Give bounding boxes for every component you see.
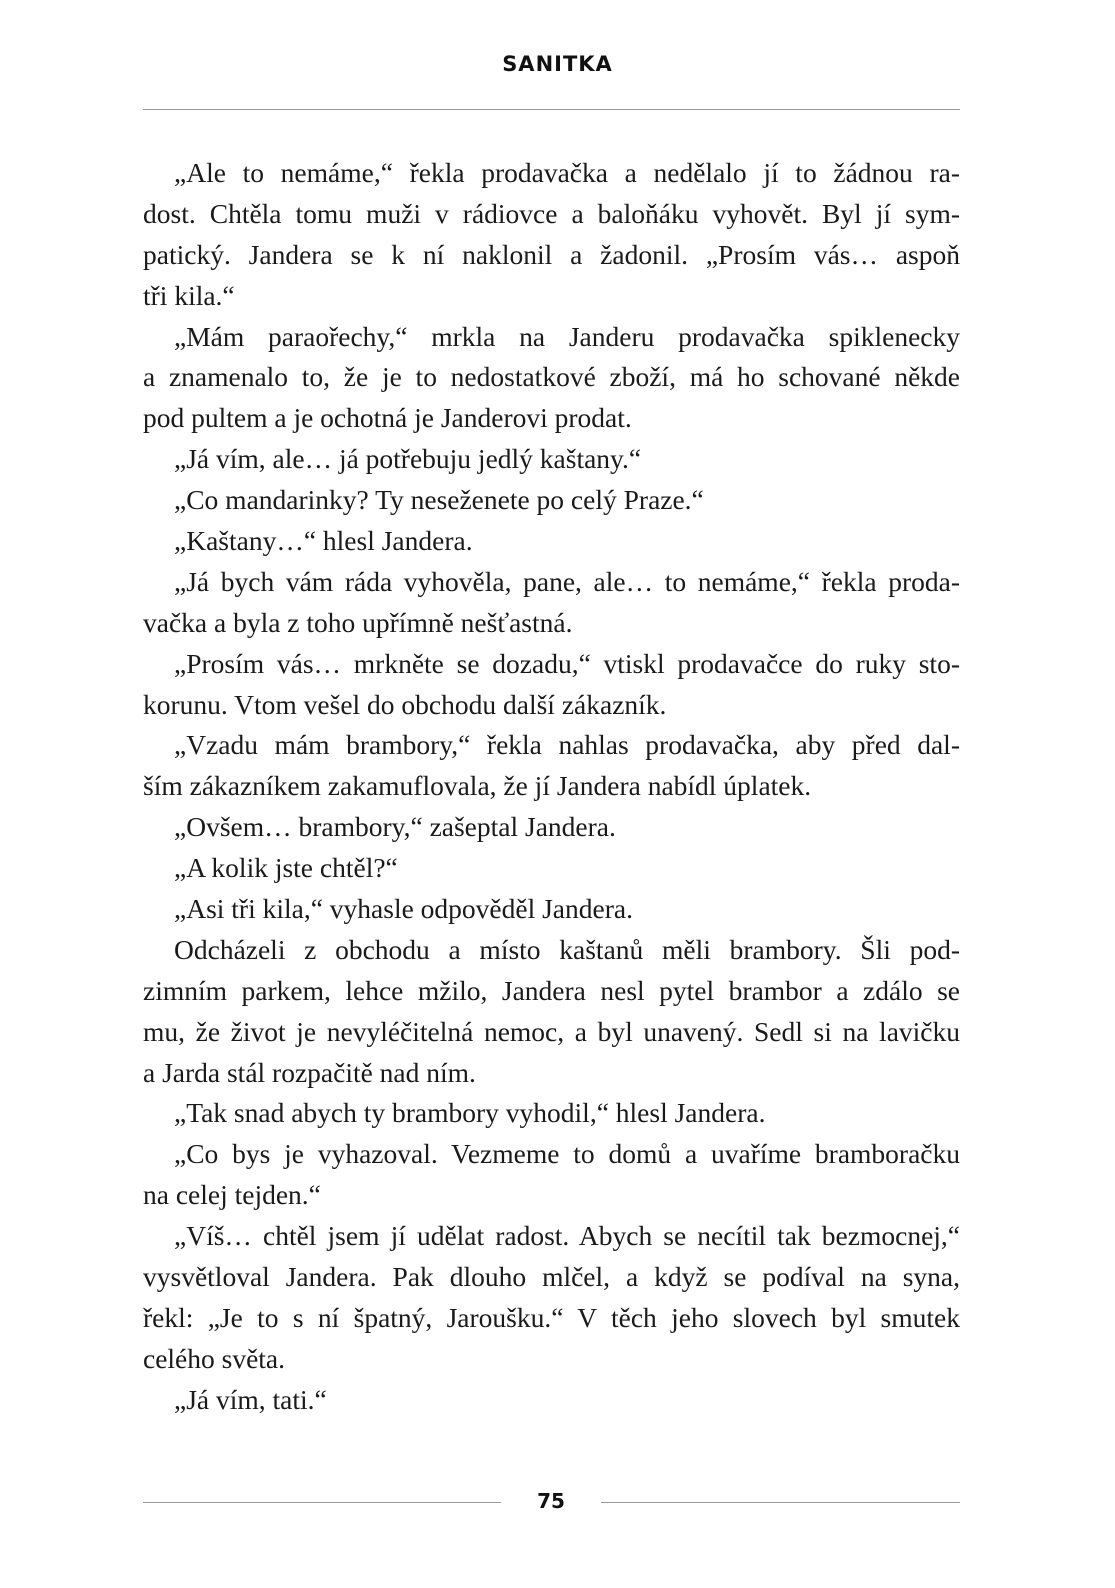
text-line: pod pultem a je ochotná je Janderovi prodat. [143,402,632,434]
text-line: celého světa. [143,1342,286,1374]
text-line: na celej tejden.“ [143,1179,321,1211]
text-line: a znamenalo to, že je to nedostatkové zboží, má ho schované někde [143,361,960,393]
text-line: patický. Jandera se k ní naklonil a žadonil. „Prosím vás… aspoň [143,238,960,270]
page-footer [143,1489,960,1517]
text-line: zimním parkem, lehce mžilo, Jandera nesl pytel brambor a zdálo se [143,974,960,1006]
text-line: ším zákazníkem zakamuflovala, že jí Jandera nabídl úplatek. [143,770,812,802]
body-text [143,153,960,1421]
paragraph [143,521,960,562]
page-number: 75 [537,1489,565,1513]
running-head-title: SANITKA [502,52,613,76]
text-line: „Asi tři kila,“ vyhasle odpověděl Jandera. [174,893,633,925]
paragraph [143,1380,960,1421]
text-line: a Jarda stál rozpačitě nad ním. [143,1056,476,1088]
header-rule [143,109,960,110]
text-line: vysvětloval Jandera. Pak dlouho mlčel, a když se podíval na syna, [143,1261,960,1293]
text-line: „Prosím vás… mrkněte se dozadu,“ vtiskl prodavačce do ruky sto- [174,647,960,679]
paragraph [143,889,960,930]
paragraph [143,1216,960,1380]
paragraph [143,480,960,521]
text-line: „Kaštany…“ hlesl Jandera. [174,525,473,557]
text-line: „Víš… chtěl jsem jí udělat radost. Abych se necítil tak bezmocnej,“ [174,1220,960,1252]
text-line: tři kila.“ [143,279,235,311]
paragraph [143,439,960,480]
text-line: „Co bys je vyhazoval. Vezmeme to domů a uvaříme bramboračku [174,1138,960,1170]
text-line: „Vzadu mám brambory,“ řekla nahlas prodavačka, aby před dal- [174,729,960,761]
paragraph [143,562,960,644]
text-line: „A kolik jste chtěl?“ [174,852,398,884]
text-line: mu, že život je nevyléčitelná nemoc, a byl unavený. Sedl si na lavičku [143,1015,960,1047]
paragraph [143,725,960,807]
text-line: „Tak snad abych ty brambory vyhodil,“ hlesl Jandera. [174,1097,766,1129]
text-line: „Co mandarinky? Ty neseženete po celý Praze.“ [174,484,704,516]
text-line: „Mám paraořechy,“ mrkla na Janderu prodavačka spiklenecky [174,320,960,352]
text-line: „Ovšem… brambory,“ zašeptal Jandera. [174,811,616,843]
text-line: řekl: „Je to s ní špatný, Jaroušku.“ V těch jeho slovech byl smutek [143,1301,960,1333]
text-line: „Já vím, tati.“ [174,1383,327,1415]
paragraph [143,848,960,889]
text-line: „Já bych vám ráda vyhověla, pane, ale… to nemáme,“ řekla proda- [174,565,960,597]
footer-rule-left [143,1502,501,1503]
text-line: vačka a byla z toho upřímně nešťastná. [143,606,573,638]
text-line: dost. Chtěla tomu muži v rádiovce a baloňáku vyhovět. Byl jí sym- [143,197,960,229]
text-line: korunu. Vtom vešel do obchodu další zákazník. [143,688,667,720]
paragraph [143,644,960,726]
footer-rule-right [601,1502,960,1503]
text-line: „Já vím, ale… já potřebuju jedlý kaštany.“ [174,443,642,475]
paragraph [143,807,960,848]
paragraph [143,1134,960,1216]
paragraph [143,317,960,440]
paragraph [143,153,960,317]
paragraph [143,930,960,1094]
text-line: „Ale to nemáme,“ řekla prodavačka a nedělalo jí to žádnou ra- [174,157,960,188]
text-line: Odcházeli z obchodu a místo kaštanů měli brambory. Šli pod- [174,933,960,965]
paragraph [143,1093,960,1134]
